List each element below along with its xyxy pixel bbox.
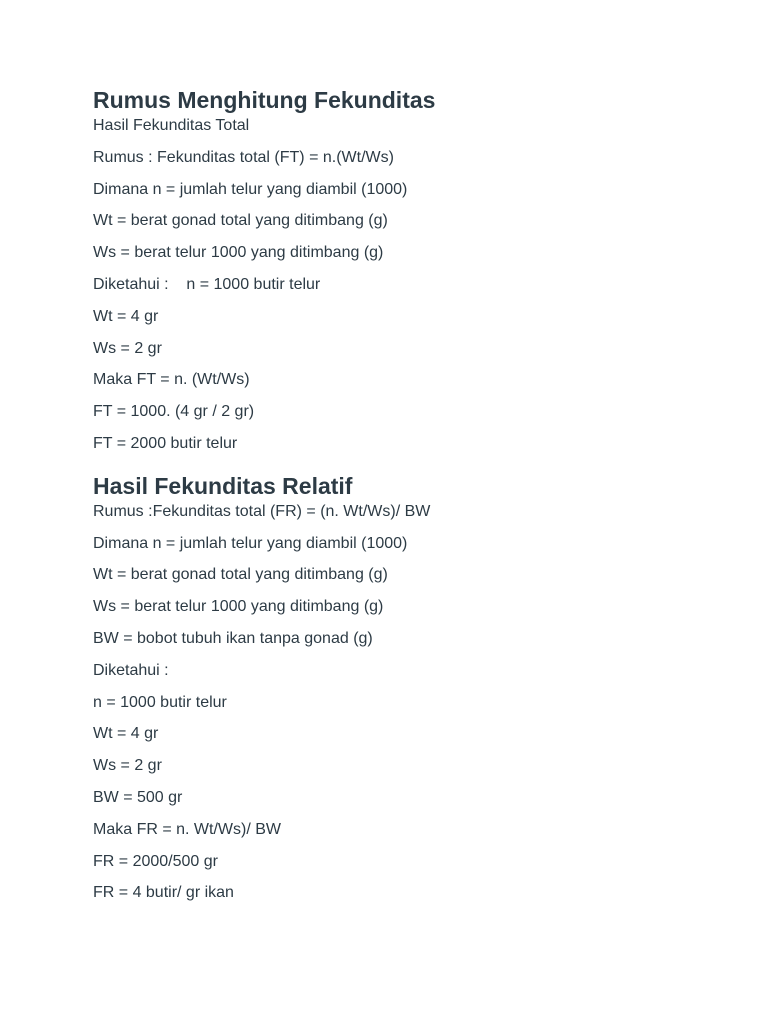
given-line: Wt = 4 gr xyxy=(93,725,159,743)
document-page xyxy=(93,85,713,915)
calculation-line: FR = 2000/500 gr xyxy=(93,852,218,870)
given-label: Diketahui : xyxy=(93,661,169,679)
given-line: Ws = 2 gr xyxy=(93,757,162,775)
definition-line: Wt = berat gonad total yang ditimbang (g) xyxy=(93,566,388,584)
section-total-body xyxy=(93,116,713,466)
given-line: BW = 500 gr xyxy=(93,788,183,806)
given-line: n = 1000 butir telur xyxy=(93,693,227,711)
definition-line: Dimana n = jumlah telur yang diambil (1000) xyxy=(93,180,408,198)
formula-line: Rumus : Fekunditas total (FT) = n.(Wt/Ws) xyxy=(93,148,394,166)
definition-line: Dimana n = jumlah telur yang diambil (1000) xyxy=(93,534,408,552)
result-line: FR = 4 butir/ gr ikan xyxy=(93,884,234,902)
given-line: Ws = 2 gr xyxy=(93,339,162,357)
formula-line: Rumus :Fekunditas total (FR) = (n. Wt/Ws)/ BW xyxy=(93,502,431,520)
definition-line: Ws = berat telur 1000 yang ditimbang (g) xyxy=(93,598,384,616)
calculation-line: Maka FT = n. (Wt/Ws) xyxy=(93,371,250,389)
section-title-relatif: Hasil Fekunditas Relatif xyxy=(93,472,353,499)
section-relatif-body xyxy=(93,502,713,915)
given-line: Diketahui : n = 1000 butir telur xyxy=(93,275,321,293)
section-title-fekunditas: Rumus Menghitung Fekunditas xyxy=(93,87,436,113)
given-line: Wt = 4 gr xyxy=(93,307,159,325)
definition-line: BW = bobot tubuh ikan tanpa gonad (g) xyxy=(93,629,373,647)
subheading-total: Hasil Fekunditas Total xyxy=(93,117,250,134)
definition-line: Ws = berat telur 1000 yang ditimbang (g) xyxy=(93,244,384,262)
result-line: FT = 2000 butir telur xyxy=(93,434,238,452)
calculation-line: Maka FR = n. Wt/Ws)/ BW xyxy=(93,820,282,838)
calculation-line: FT = 1000. (4 gr / 2 gr) xyxy=(93,403,255,421)
definition-line: Wt = berat gonad total yang ditimbang (g) xyxy=(93,212,388,230)
